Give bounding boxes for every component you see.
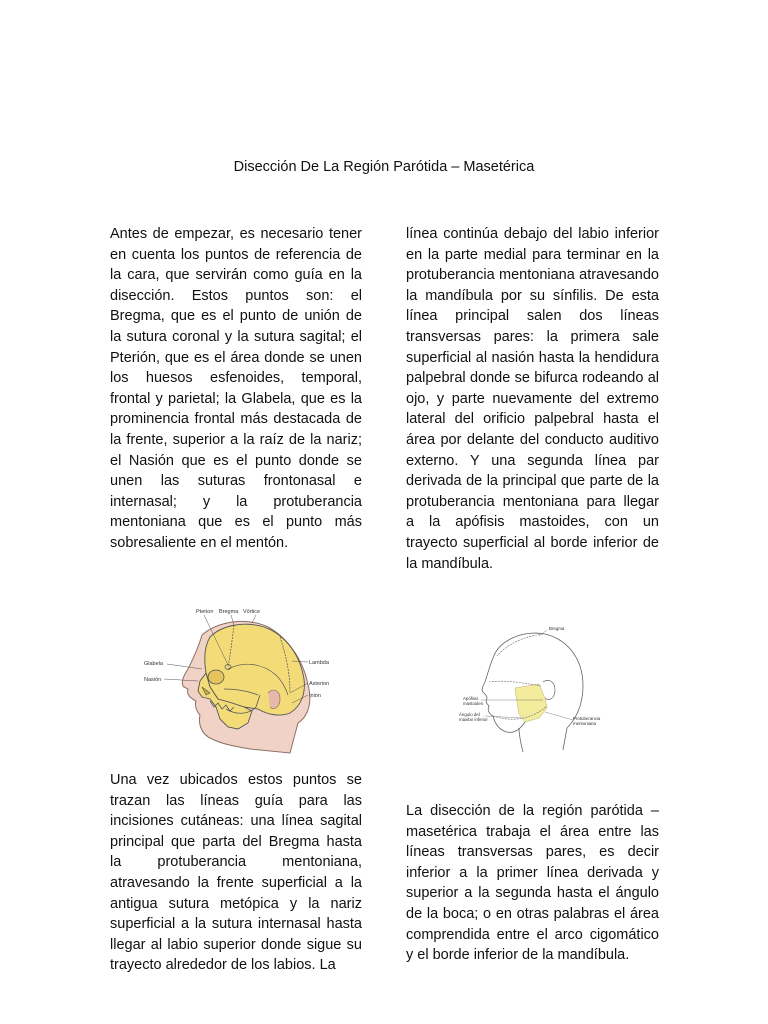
paragraph-guide-lines: Una vez ubicados estos puntos se trazan las líneas guía para las incisiones cutáneas: una línea sagital principal que parta del Bregma hasta la protuberancia mentoniana, atravesando la frente superficial a la antigua sutura metópica y la nariz superficial a la sutura internasal hasta llegar al labio superior donde sigue su trayecto alrededor de los labios. La: [110, 772, 362, 974]
orbit: [208, 670, 224, 684]
skull-illustration: [140, 603, 335, 759]
paragraph-line-continues: línea continúa debajo del labio inferior en la parte medial para terminar en la protuberancia mentoniana atravesando la mandíbula por su sínfilis. De esta línea principal salen dos líneas transversas pares: la primera sale superficial al nasión hasta la hendidura palpebral donde se bifurca rodeando al ojo, y parte nuevamente del extremo lateral del orificio palpebral hasta el área por delante del conducto auditivo externo. Y una segunda línea par derivada de la principal que parte de la protuberancia mentoniana para llegar a la apófisis mastoides, con un trayecto superficial al borde inferior de la mandíbula.: [406, 226, 659, 572]
label-lambda: Lambda: [309, 660, 329, 666]
paragraph-reference-points: Antes de empezar, es necesario tener en cuenta los puntos de referencia de la cara, que servirán como guía en la disección. Estos puntos son: el Bregma, que es el punto de unión de la sutura coronal y la sutura sagital; el Pterión, que es el área donde se unen los huesos esfenoides, temporal, frontal y parietal; la Glabela, que es la prominencia frontal más destacada de la frente, superior a la raíz de la nariz; el Nasión que es el punto donde se unen las suturas frontonasal e internasal; y la protuberancia mentoniana que es el punto más sobresaliente en el mentón.: [110, 226, 362, 551]
left-column-top: [110, 224, 362, 554]
label-bregma: Bregma: [219, 609, 239, 615]
head-illustration: [455, 624, 605, 754]
label-bregma: Bregma: [549, 626, 565, 631]
page-title: Disección De La Región Parótida – Masetérica: [233, 159, 535, 175]
label-asterion: Asterion: [309, 681, 330, 687]
ear: [543, 680, 555, 699]
label-nasion: Nasión: [144, 677, 162, 683]
label-inion: Inion: [309, 693, 321, 699]
label-vortice: Vórtice: [243, 609, 261, 615]
right-column-top: [406, 224, 659, 574]
incision-sagital: [497, 634, 543, 656]
label-pterion: Pterion: [196, 609, 214, 615]
label-protuberancia-2: mentoniana: [573, 721, 596, 726]
parotid-region-highlight: [515, 684, 547, 722]
right-column-bottom: [406, 801, 659, 966]
label-angulo-2: maxilar inferior: [459, 717, 488, 722]
label-protuberancia-1: Protuberancia: [573, 716, 601, 721]
neck: [519, 728, 523, 752]
label-apofisis-2: mastoides: [463, 701, 484, 706]
label-apofisis-1: Apófisis: [463, 696, 479, 701]
skull-figure: [140, 603, 335, 759]
label-glabela: Glabela: [144, 661, 163, 667]
left-column-bottom: [110, 770, 362, 976]
label-angulo-1: Ángulo del: [459, 712, 480, 717]
paragraph-dissection-area: La disección de la región parótida – masetérica trabaja el área entre las líneas transversas pares, es decir inferior a la primer línea derivada y superior a la segunda hasta el ángulo de la boca; o en otras palabras el área comprendida entre el arco cigomático y el borde inferior de la mandíbula.: [406, 803, 659, 964]
head-incision-figure: [455, 624, 605, 754]
